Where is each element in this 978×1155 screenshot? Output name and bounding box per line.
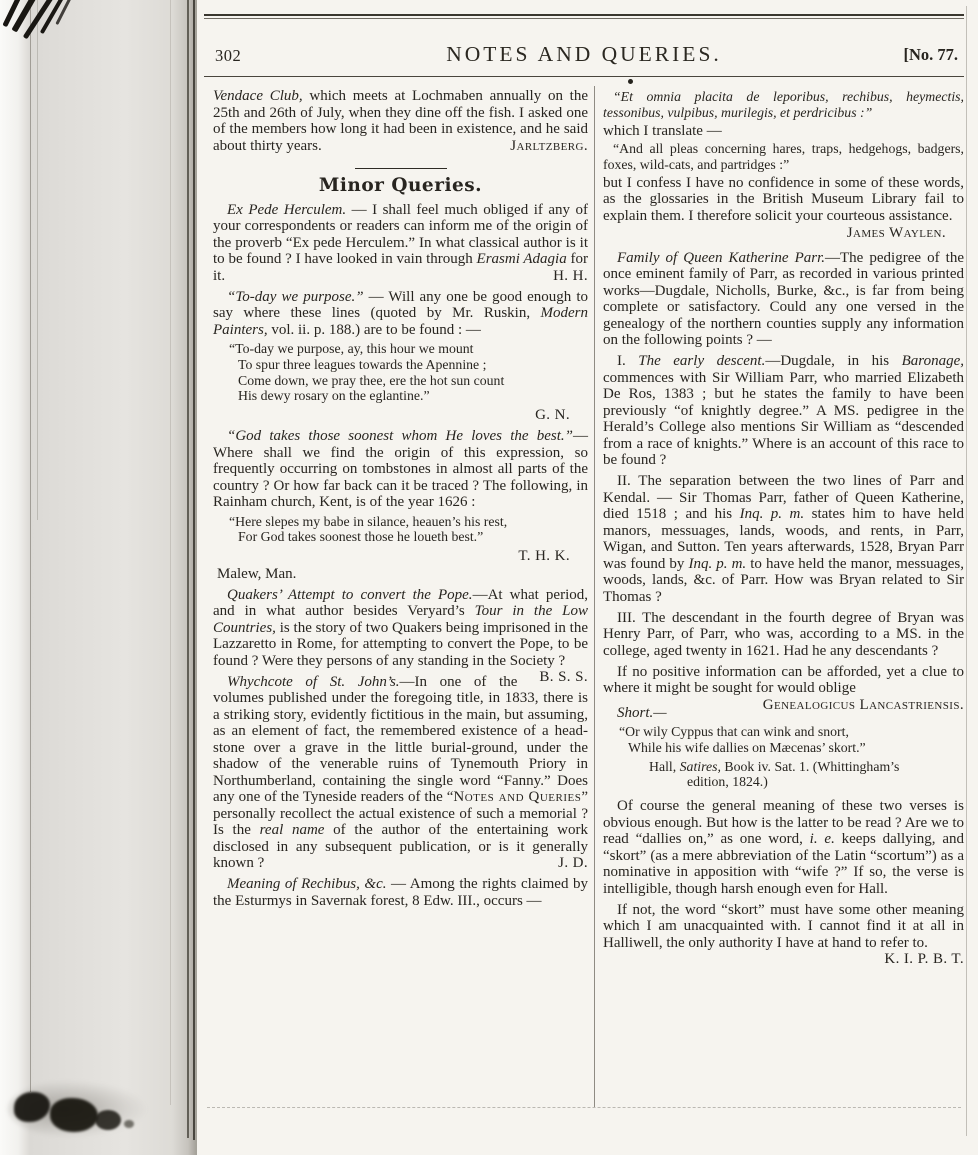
ink-smudge: [50, 1098, 98, 1132]
signature: Genealogicus Lancastriensis.: [762, 696, 964, 713]
signature: G. N.: [535, 407, 570, 424]
printed-page: [197, 0, 978, 1155]
work-title: Baronage,: [901, 353, 964, 369]
header-rule: [204, 76, 964, 77]
verse-line: “Here slepes my babe in silance, heauen’s his rest,: [229, 513, 508, 529]
query-text: —Dugdale, in his: [765, 353, 902, 369]
query-text: ” personally recollect the actual existence of such a memorial ? Is the: [213, 789, 588, 839]
query-vendace-club: [213, 88, 588, 154]
parr-point-2: [603, 473, 964, 605]
ink-dot: [628, 79, 633, 84]
query-text: —At what period, and in what author besides Veryard’s: [213, 586, 588, 620]
query-text: —Where shall we find the origin of this expression, so frequently occurring on tombstones in almost all parts of the country ? Or how far back can it be traced ? The following, in Rainham church, Kent, is of the year 1626 :: [213, 428, 588, 511]
work-title: Inq. p. m.: [739, 506, 805, 522]
parr-point-3: III. The descendant in the fourth degree of Bryan was Henry Parr, of Parr, who was, according to a MS. in the college, aged twenty in 1621. Had he any descendants ?: [603, 609, 964, 659]
quoted-verse: [619, 724, 964, 756]
page-number: 302: [215, 46, 242, 65]
translation-quotation: “And all pleas concerning hares, traps, hedgehogs, badgers, foxes, wild-cats, and partridges :”: [603, 140, 964, 172]
query-text: commences with Sir William Parr, who married Elizabeth De Ros, 1383 ; but he states the family to have been previously “of knightly degree.” A MS. pedigree in the Herald’s College also mentions Sir William as “descended from a race of knights.” Where is an account of this race to be found ?: [603, 369, 964, 468]
query-text: — Will any one be good enough to say where these lines (quoted by Mr. Ruskin,: [213, 288, 588, 321]
right-column: [603, 88, 964, 968]
journal-title: NOTES AND QUERIES.: [446, 42, 722, 66]
query-text: If not, the word “skort” must have some other meaning which I am unacquainted with. I cannot find it at all in Halliwell, the only authority I have at hand to refer to.: [603, 901, 964, 951]
work-title: Inq. p. m.: [688, 555, 747, 572]
query-text: Of course the general meaning of these two verses is obvious enough. But how is the latter to be read ? Are we to read “dallies on,” as one word,: [603, 798, 964, 848]
query-title: “God takes those soonest whom He loves the best.”: [227, 428, 573, 445]
query-text: which I translate —: [603, 123, 722, 139]
work-title: Satires,: [679, 758, 721, 774]
query-god-takes-soonest: [213, 428, 588, 511]
query-title: Ex Pede Herculem.: [227, 201, 347, 218]
short-discussion-2: [603, 901, 964, 968]
signature-place: Malew, Man.: [217, 565, 297, 582]
page-edge-line: [187, 0, 189, 1138]
bottom-edge-rule: [207, 1107, 961, 1108]
signature: James Waylen.: [846, 225, 946, 241]
page-edge-line: [30, 0, 31, 1092]
verse-line: For God takes soonest those he loueth best.”: [238, 529, 484, 545]
ink-smudge: [124, 1120, 134, 1128]
parr-point-1: [603, 353, 964, 469]
signature: K. I. P. B. T.: [884, 951, 964, 968]
list-numeral: II.: [617, 473, 639, 489]
query-title: Whychcote of St. John’s.: [227, 673, 400, 690]
query-text: —In one of the volumes published under the foregoing title, in 1833, there is a striking story, evidently fictitious in the main, but assuming, as an element of fact, the remembered existence of a head-stone over a grave in the little burial-ground, under the shadow of the venerable ruins of Tynemouth Priory in Northumberland, containing the single word “Fanny.” Does any one of the Tyneside readers of the “: [213, 673, 588, 806]
query-title: “To-day we purpose.”: [227, 288, 364, 305]
query-text: is the story of two Quakers being imprisoned in the Lazzaretto in Rome, for attempting to convert the Pope, to be found ? Were they persons of any standing in the Society ?: [213, 619, 588, 669]
query-short-title: Short.—: [617, 704, 667, 721]
query-title: Vendace Club,: [213, 88, 303, 104]
verse-line: To spur three leagues towards the Apennine ;: [238, 356, 487, 372]
page-edge-line: [170, 0, 171, 1105]
quoted-verse: [229, 514, 588, 546]
query-title: Family of Queen Katherine Parr.: [617, 249, 825, 266]
query-katherine-parr: [603, 250, 964, 349]
section-divider-rule: [355, 168, 447, 169]
short-discussion-1: [603, 798, 964, 897]
query-text: of the author of the entertaining work disclosed in any subsequent publication, or is it generally known ?: [213, 822, 588, 872]
query-text: vol. ii. p. 188.) are to be found : —: [267, 321, 481, 338]
query-text: to have held the manor, messuages, woods, lands, &c. of Parr. How was Bryan related to Sir Thomas ?: [603, 555, 964, 605]
query-text: for it.: [213, 251, 588, 284]
page-edge-line: [193, 0, 195, 1140]
query-title: Quakers’ Attempt to convert the Pope.: [227, 586, 473, 603]
verse-line: Come down, we pray thee, ere the hot sun count: [238, 372, 505, 388]
column-divider-rule: [594, 86, 595, 1107]
query-rechibus: [213, 876, 588, 909]
query-today-we-purpose: [213, 289, 588, 339]
page-edge-line: [37, 0, 38, 520]
query-text: keeps dallying, and “skort” (as a mere abbreviation of the Latin “scortum”) as a nominative in apposition with “wife ?” If so, the verse is intelligible, though harsh enough even for Hall.: [603, 831, 965, 897]
minor-queries-heading: Minor Queries.: [318, 175, 483, 196]
verse-line: His dewy rosary on the eglantine.”: [238, 388, 430, 404]
signature: H. H.: [553, 267, 588, 284]
latin-quotation: “Et omnia placita de leporibus, rechibus, heymectis, tessonibus, vulpibus, murilegis, et perdricibus :”: [603, 89, 964, 120]
query-text: states him to have held manors, messuages, lands, woods, and rents, in Parr, Wigan, and Sutton. Ten years afterwards, 1528, Bryan Parr was found by: [603, 506, 965, 572]
query-text: — Among the rights claimed by the Esturmys in Savernak forest, 8 Edw. III., occurs —: [213, 876, 588, 909]
attribution-text: Hall,: [649, 758, 680, 774]
verse-line: “Or wily Cyppus that can wink and snort,: [619, 724, 849, 739]
query-whychcote: [213, 674, 588, 872]
emphasis-text: i. e.: [809, 831, 835, 848]
signature: Jarltzberg.: [510, 137, 588, 154]
left-column: [213, 88, 588, 909]
quoted-verse: [229, 341, 588, 404]
right-page-edge: [966, 6, 967, 1136]
work-title: Modern Painters,: [213, 305, 588, 338]
attribution-text: Book iv. Sat. 1. (Whittingham’s: [720, 758, 900, 774]
signature: J. D.: [558, 855, 588, 872]
query-text: If no positive information can be afforded, yet a clue to where it might be sought for would oblige: [603, 663, 964, 696]
work-title: Erasmi Adagia: [476, 251, 567, 267]
query-text: The separation between the two lines of Parr and Kendal. — Sir Thomas Parr, father of Queen Katherine, died 1518 ; and his: [603, 473, 964, 522]
journal-reference: Notes and Queries: [453, 789, 582, 806]
work-title: Tour in the Low Countries,: [213, 603, 588, 636]
query-text: but I confess I have no confidence in some of these words, as the glossaries in the British Museum Library fail to explain them. I therefore solicit your courteous assistance.: [603, 174, 964, 224]
query-ex-pede-herculem: [213, 202, 588, 285]
verse-line: “To-day we purpose, ay, this hour we mount: [229, 341, 474, 356]
top-double-rule: [204, 14, 964, 19]
list-numeral: I.: [617, 353, 639, 369]
query-text: —The pedigree of the once eminent family of Parr, as recorded in various printed works—Dugdale, Nicholls, Burke, &c., is far from being complete or satisfactory. Could any one versed in the genealogy of the northern counties supply any information on the following points ? —: [603, 249, 964, 348]
verse-line: While his wife dallies on Mæcenas’ skort.”: [628, 739, 866, 755]
point-title: The early descent.: [638, 353, 766, 369]
verse-attribution-line2: edition, 1824.): [687, 774, 768, 790]
query-text: — I shall feel much obliged if any of your correspondents or readers can inform me of the origin of the proverb “Ex pede Herculem.” In what classical author is it to be found ? I have looked in vain through: [213, 201, 588, 267]
issue-number: [No. 77.: [903, 45, 958, 64]
query-text: which meets at Lochmaben annually on the 25th and 26th of July, when they dine off the fish. I asked one of the members how long it had been in existence, and he said about thirty years.: [213, 88, 589, 154]
query-title: Meaning of Rechibus, &c.: [227, 876, 387, 893]
signature: T. H. K.: [518, 548, 570, 565]
ink-smudge: [95, 1110, 121, 1130]
emphasis-text: real name: [259, 822, 325, 839]
verse-attribution: [649, 759, 964, 775]
signature: B. S. S.: [539, 669, 588, 686]
